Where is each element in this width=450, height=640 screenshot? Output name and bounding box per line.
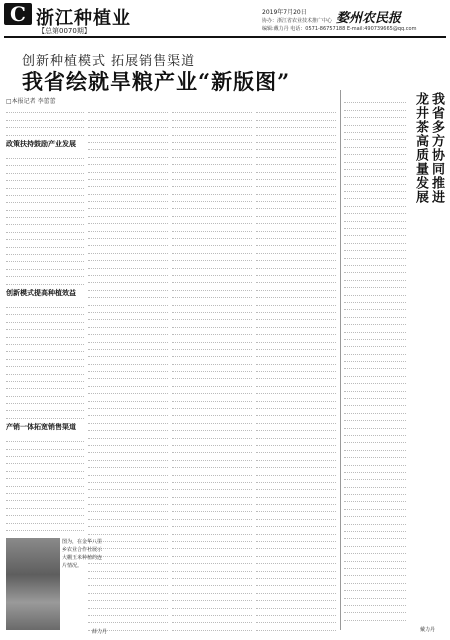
page-header — [0, 0, 450, 40]
sidebar-headline-line-2: 龙井茶高质量发展 — [413, 92, 428, 204]
page-number: 【总第0070期】 — [38, 27, 91, 35]
body-text-block — [344, 96, 406, 626]
article-column-4 — [256, 106, 336, 636]
section-heading-model: 创新模式提高种植效益 — [6, 288, 76, 297]
contact-line: 编辑:戴力丹 电话：0571-86757188 E-mail:490739665@qq.com — [262, 26, 417, 32]
article-subhead: 创新种植模式 拓展销售渠道 — [22, 54, 196, 69]
article-column-1 — [6, 106, 84, 536]
photo-caption: 图为，在金华八里乡农业合作社展示大棚玉米种植的连片情况。 — [62, 539, 103, 569]
newspaper-masthead: 婺州农民报 — [336, 11, 402, 26]
body-text-block — [6, 106, 84, 136]
body-text-block — [6, 301, 84, 419]
article-column-3 — [172, 106, 252, 636]
photo-author: 薛力丹 — [92, 629, 108, 635]
header-divider — [4, 36, 446, 38]
section-heading-policy: 政策扶持鼓励产业发展 — [6, 139, 76, 148]
section-logo: C — [4, 3, 32, 25]
sidebar-headline-line-1: 我省多方协同推进 — [429, 92, 444, 204]
body-text-block — [172, 106, 252, 636]
article-headline: 我省绘就旱粮产业“新版图” — [22, 69, 291, 94]
editor-line: 协办：浙江省农业技术推广中心 — [262, 18, 333, 24]
article-byline: □本报记者 李蕾蕾 — [6, 98, 56, 105]
sidebar-author: 戴力丹 — [420, 627, 436, 633]
sidebar-article-body — [344, 96, 406, 626]
body-text-block — [6, 152, 84, 285]
article-photo — [6, 538, 60, 630]
body-text-block — [256, 106, 336, 636]
body-text-block — [6, 435, 84, 531]
section-heading-sales: 产销一体拓宽销售渠道 — [6, 422, 76, 431]
issue-date: 2019年7月20日 — [262, 9, 307, 16]
section-title: 浙江种植业 — [36, 8, 131, 29]
column-divider — [340, 90, 341, 630]
